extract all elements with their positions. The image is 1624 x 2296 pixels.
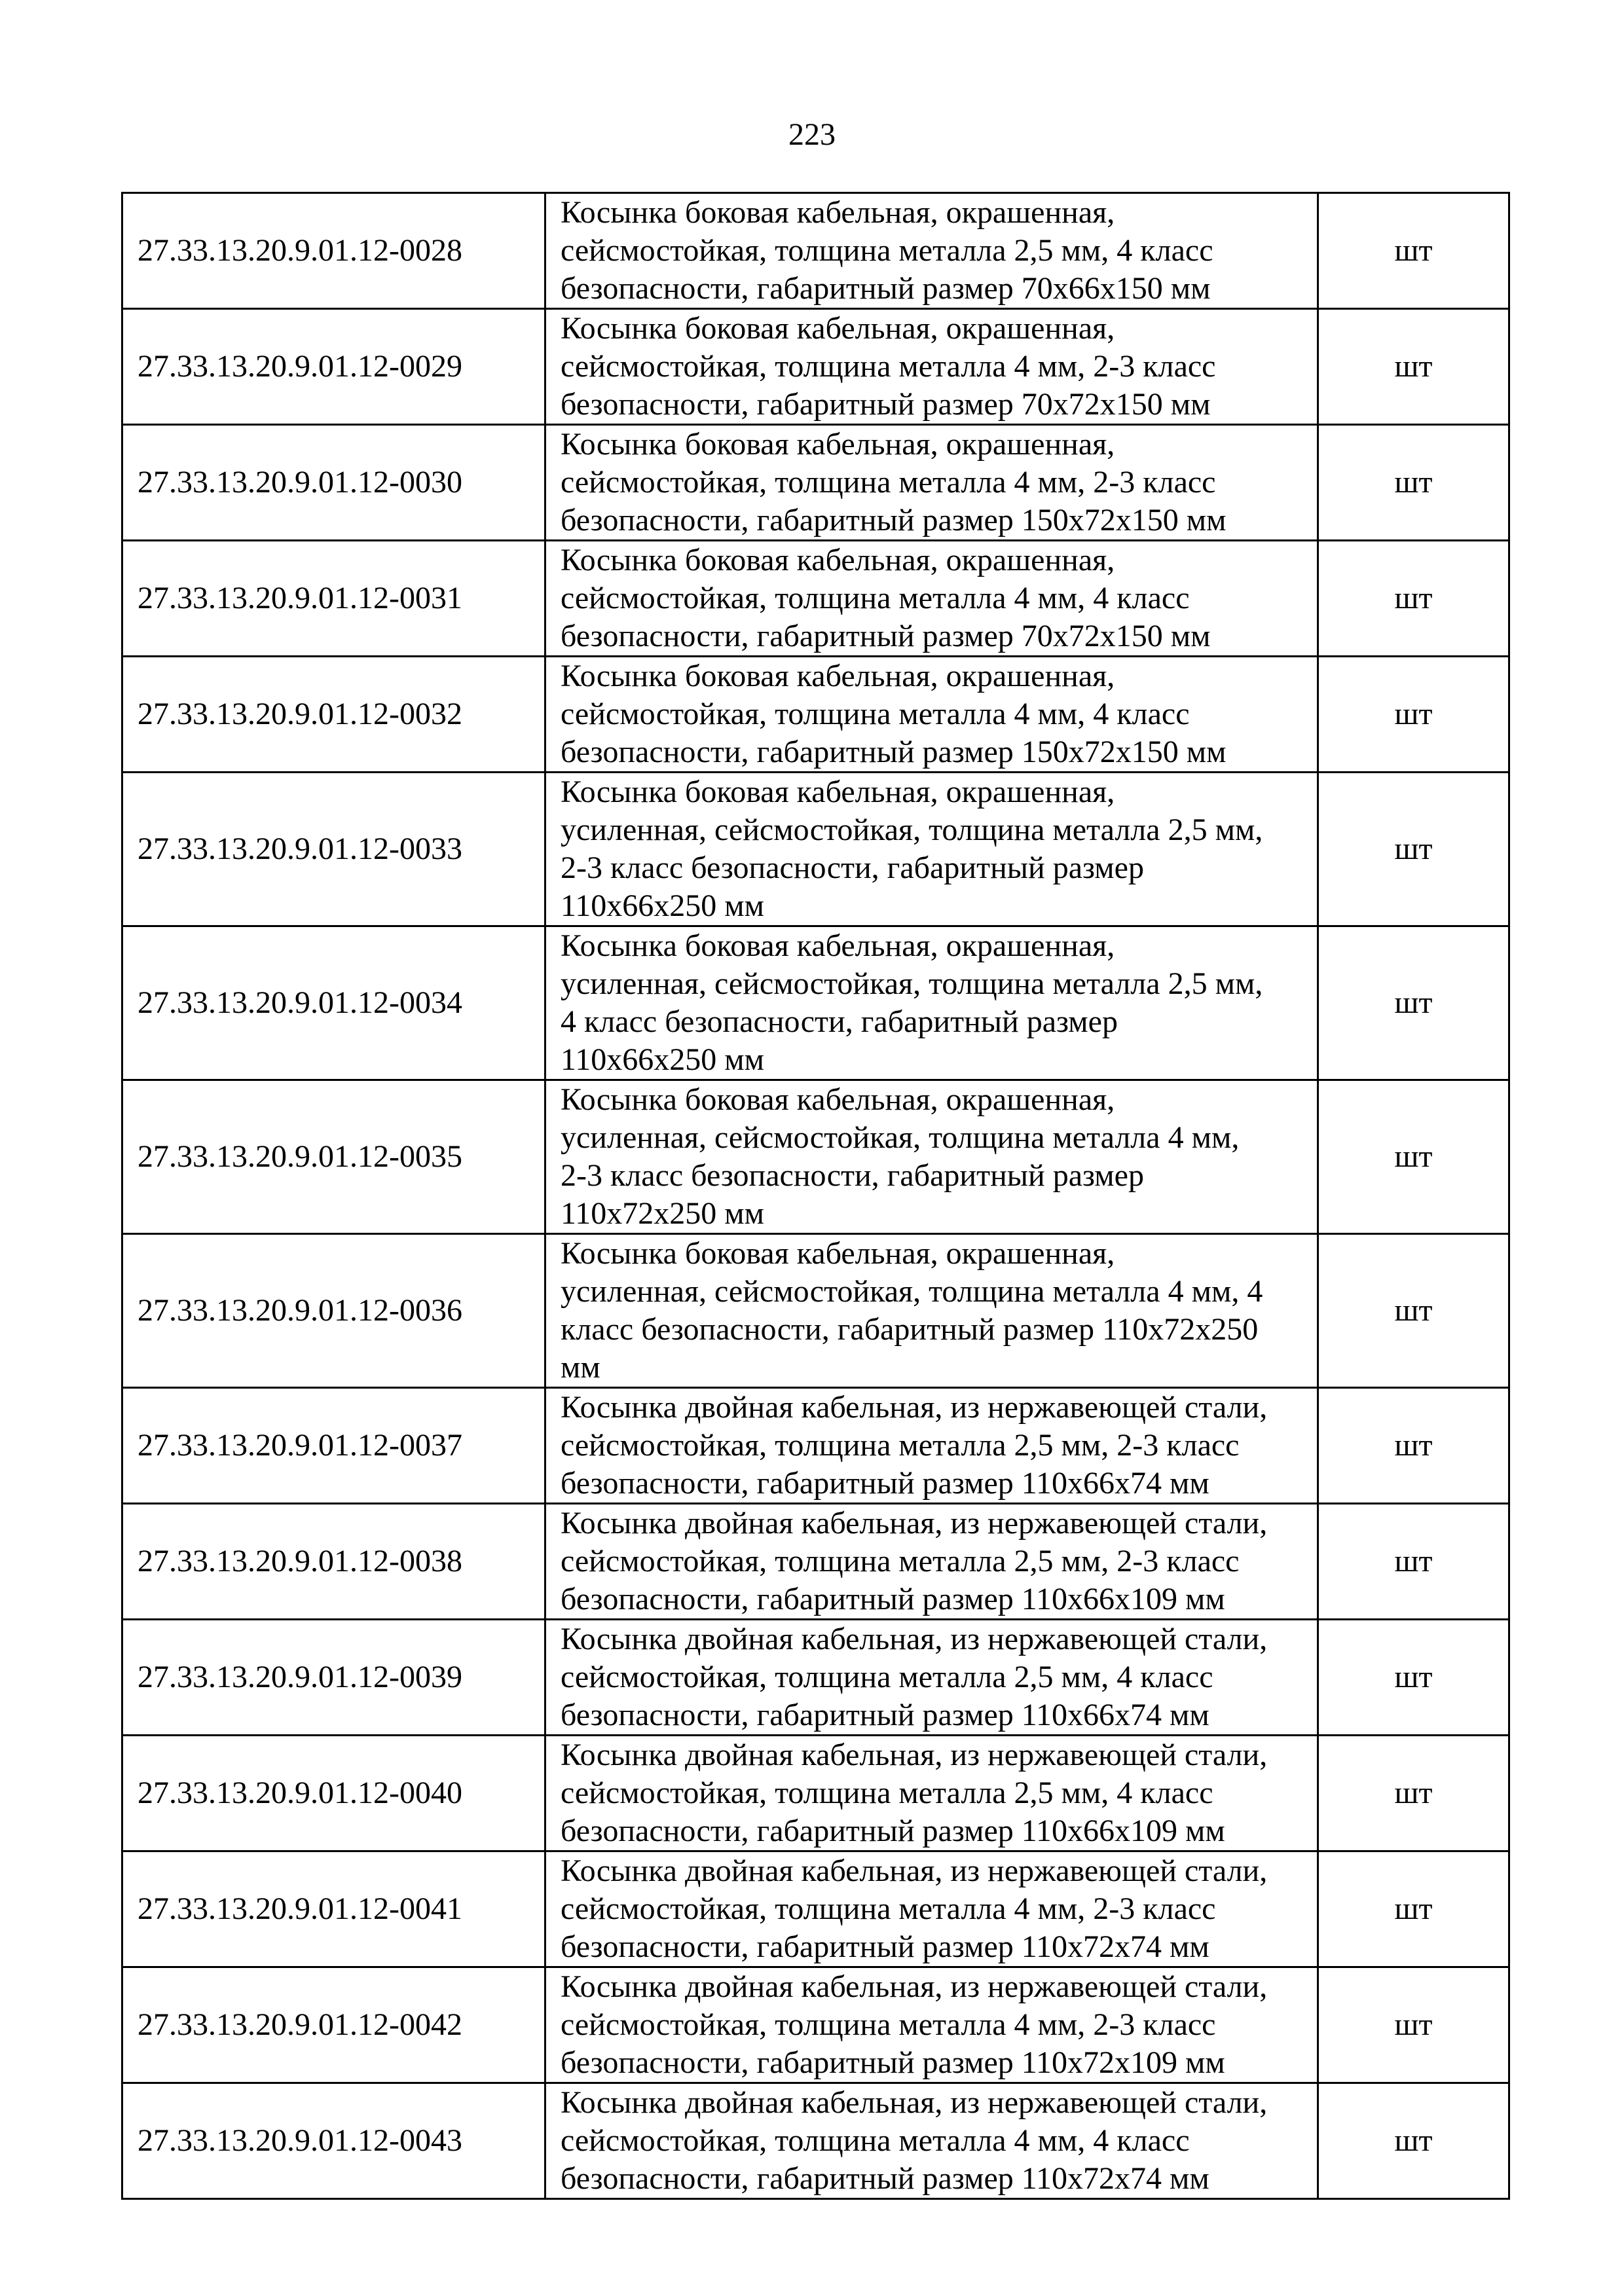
resource-code: 27.33.13.20.9.01.12-0032 — [122, 657, 545, 773]
unit-of-measure: шт — [1318, 926, 1509, 1080]
unit-of-measure: шт — [1318, 1736, 1509, 1851]
resource-description — [545, 1967, 1318, 2083]
unit-of-measure: шт — [1318, 1851, 1509, 1967]
description-line: Косынка двойная кабельная, из нержавеющей стали, — [561, 2085, 1268, 2120]
table-row — [122, 309, 1509, 425]
description-line: безопасности, габаритный размер 110х66х74 мм — [561, 1466, 1209, 1501]
description-line: сейсмостойкая, толщина металла 4 мм, 2-3 класс — [561, 2007, 1216, 2042]
description-line: сейсмостойкая, толщина металла 4 мм, 4 класс — [561, 2123, 1190, 2158]
description-line: безопасности, габаритный размер 110х72х74 мм — [561, 2161, 1209, 2196]
description-line: сейсмостойкая, толщина металла 4 мм, 2-3 класс — [561, 1891, 1216, 1926]
resource-description — [545, 1388, 1318, 1504]
description-line: сейсмостойкая, толщина металла 4 мм, 4 класс — [561, 581, 1190, 615]
table-row — [122, 1234, 1509, 1388]
unit-of-measure: шт — [1318, 193, 1509, 309]
description-line: усиленная, сейсмостойкая, толщина металла 2,5 мм, — [561, 812, 1263, 847]
unit-of-measure: шт — [1318, 1388, 1509, 1504]
resource-description — [545, 1234, 1318, 1388]
description-line: Косынка боковая кабельная, окрашенная, — [561, 928, 1115, 963]
description-line: усиленная, сейсмостойкая, толщина металла 4 мм, — [561, 1120, 1240, 1155]
unit-of-measure: шт — [1318, 1967, 1509, 2083]
description-line: безопасности, габаритный размер 110х66х109 мм — [561, 1813, 1225, 1848]
description-line: сейсмостойкая, толщина металла 2,5 мм, 4 класс — [561, 233, 1213, 268]
unit-of-measure: шт — [1318, 657, 1509, 773]
resource-description — [545, 425, 1318, 541]
resource-description — [545, 2083, 1318, 2199]
resource-code: 27.33.13.20.9.01.12-0042 — [122, 1967, 545, 2083]
description-line: Косынка двойная кабельная, из нержавеющей стали, — [561, 1853, 1268, 1888]
unit-of-measure: шт — [1318, 1080, 1509, 1234]
description-line: Косынка боковая кабельная, окрашенная, — [561, 1236, 1115, 1271]
description-line: безопасности, габаритный размер 70х72х150 мм — [561, 619, 1211, 653]
description-line: Косынка двойная кабельная, из нержавеющей стали, — [561, 1390, 1268, 1425]
unit-of-measure: шт — [1318, 425, 1509, 541]
resource-code: 27.33.13.20.9.01.12-0037 — [122, 1388, 545, 1504]
description-line: 110х66х250 мм — [561, 1042, 764, 1077]
resource-description — [545, 1736, 1318, 1851]
description-line: 2-3 класс безопасности, габаритный размер — [561, 1158, 1144, 1193]
description-line: Косынка боковая кабельная, окрашенная, — [561, 774, 1115, 809]
description-line: сейсмостойкая, толщина металла 4 мм, 2-3 класс — [561, 465, 1216, 500]
resource-code: 27.33.13.20.9.01.12-0033 — [122, 773, 545, 926]
description-line: безопасности, габаритный размер 110х72х109 мм — [561, 2045, 1225, 2080]
description-line: 2-3 класс безопасности, габаритный размер — [561, 850, 1144, 885]
resource-description — [545, 1620, 1318, 1736]
resource-code: 27.33.13.20.9.01.12-0040 — [122, 1736, 545, 1851]
unit-of-measure: шт — [1318, 541, 1509, 657]
table-row — [122, 1388, 1509, 1504]
description-line: Косынка боковая кабельная, окрашенная, — [561, 1082, 1115, 1117]
unit-of-measure: шт — [1318, 773, 1509, 926]
unit-of-measure: шт — [1318, 1504, 1509, 1620]
table-row — [122, 1851, 1509, 1967]
resource-code: 27.33.13.20.9.01.12-0043 — [122, 2083, 545, 2199]
resource-code: 27.33.13.20.9.01.12-0038 — [122, 1504, 545, 1620]
description-line: безопасности, габаритный размер 70х66х150 мм — [561, 271, 1211, 306]
resource-description — [545, 773, 1318, 926]
description-line: сейсмостойкая, толщина металла 4 мм, 4 класс — [561, 697, 1190, 731]
resource-code: 27.33.13.20.9.01.12-0034 — [122, 926, 545, 1080]
unit-of-measure: шт — [1318, 1620, 1509, 1736]
description-line: сейсмостойкая, толщина металла 2,5 мм, 4 класс — [561, 1776, 1213, 1810]
resource-code: 27.33.13.20.9.01.12-0036 — [122, 1234, 545, 1388]
table-row — [122, 1967, 1509, 2083]
description-line: усиленная, сейсмостойкая, толщина металла 4 мм, 4 — [561, 1274, 1263, 1309]
table-row — [122, 657, 1509, 773]
resource-table — [121, 192, 1510, 2200]
description-line: безопасности, габаритный размер 110х72х74 мм — [561, 1929, 1209, 1964]
resource-description — [545, 541, 1318, 657]
table-row — [122, 1504, 1509, 1620]
description-line: Косынка двойная кабельная, из нержавеющей стали, — [561, 1622, 1268, 1656]
resource-code: 27.33.13.20.9.01.12-0028 — [122, 193, 545, 309]
table-row — [122, 193, 1509, 309]
table-row — [122, 1080, 1509, 1234]
table-body — [122, 193, 1509, 2199]
description-line: Косынка боковая кабельная, окрашенная, — [561, 543, 1115, 577]
description-line: Косынка двойная кабельная, из нержавеющей стали, — [561, 1969, 1268, 2004]
description-line: Косынка двойная кабельная, из нержавеющей стали, — [561, 1506, 1268, 1540]
description-line: безопасности, габаритный размер 110х66х74 мм — [561, 1698, 1209, 1732]
resource-code: 27.33.13.20.9.01.12-0031 — [122, 541, 545, 657]
resource-description — [545, 309, 1318, 425]
description-line: Косынка двойная кабельная, из нержавеющей стали, — [561, 1738, 1268, 1772]
description-line: 110х72х250 мм — [561, 1196, 764, 1231]
description-line: безопасности, габаритный размер 70х72х150 мм — [561, 387, 1211, 422]
unit-of-measure: шт — [1318, 2083, 1509, 2199]
description-line: класс безопасности, габаритный размер 110х72х250 — [561, 1312, 1259, 1347]
resource-description — [545, 926, 1318, 1080]
resource-code: 27.33.13.20.9.01.12-0029 — [122, 309, 545, 425]
unit-of-measure: шт — [1318, 1234, 1509, 1388]
resource-description — [545, 657, 1318, 773]
table-row — [122, 2083, 1509, 2199]
table-row — [122, 926, 1509, 1080]
resource-code: 27.33.13.20.9.01.12-0039 — [122, 1620, 545, 1736]
table-row — [122, 425, 1509, 541]
description-line: Косынка боковая кабельная, окрашенная, — [561, 659, 1115, 693]
description-line: сейсмостойкая, толщина металла 2,5 мм, 2-3 класс — [561, 1544, 1240, 1578]
description-line: 4 класс безопасности, габаритный размер — [561, 1004, 1118, 1039]
resource-code: 27.33.13.20.9.01.12-0041 — [122, 1851, 545, 1967]
description-line: безопасности, габаритный размер 110х66х109 мм — [561, 1582, 1225, 1616]
table-row — [122, 1736, 1509, 1851]
resource-description — [545, 1080, 1318, 1234]
table-row — [122, 773, 1509, 926]
resource-description — [545, 1504, 1318, 1620]
description-line: усиленная, сейсмостойкая, толщина металла 2,5 мм, — [561, 966, 1263, 1001]
unit-of-measure: шт — [1318, 309, 1509, 425]
resource-code: 27.33.13.20.9.01.12-0035 — [122, 1080, 545, 1234]
description-line: безопасности, габаритный размер 150х72х150 мм — [561, 503, 1227, 538]
table-row — [122, 1620, 1509, 1736]
description-line: сейсмостойкая, толщина металла 2,5 мм, 4 класс — [561, 1660, 1213, 1694]
page-number: 223 — [788, 117, 836, 152]
resource-code: 27.33.13.20.9.01.12-0030 — [122, 425, 545, 541]
description-line: мм — [561, 1350, 600, 1385]
table-row — [122, 541, 1509, 657]
description-line: сейсмостойкая, толщина металла 4 мм, 2-3 класс — [561, 349, 1216, 384]
description-line: Косынка боковая кабельная, окрашенная, — [561, 427, 1115, 462]
description-line: безопасности, габаритный размер 150х72х150 мм — [561, 735, 1227, 769]
resource-description — [545, 193, 1318, 309]
description-line: сейсмостойкая, толщина металла 2,5 мм, 2-3 класс — [561, 1428, 1240, 1463]
description-line: Косынка боковая кабельная, окрашенная, — [561, 195, 1115, 230]
description-line: Косынка боковая кабельная, окрашенная, — [561, 311, 1115, 346]
description-line: 110х66х250 мм — [561, 888, 764, 923]
resource-description — [545, 1851, 1318, 1967]
